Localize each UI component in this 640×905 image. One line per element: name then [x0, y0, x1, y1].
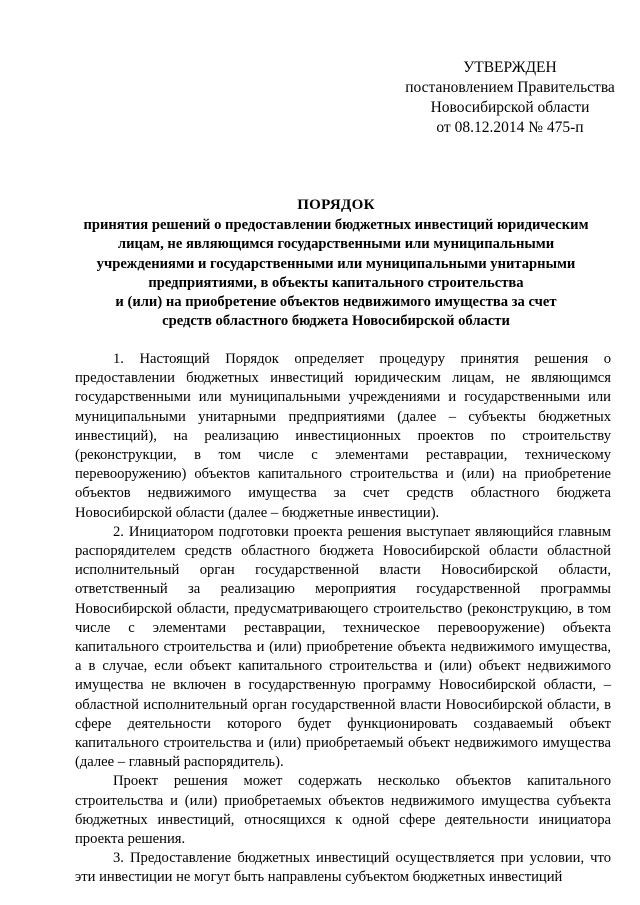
- approval-date-number: от 08.12.2014 № 475-п: [436, 119, 584, 136]
- title-heading: ПОРЯДОК: [297, 197, 375, 213]
- approval-stamp: [395, 58, 625, 138]
- approval-heading: УТВЕРЖДЕН: [463, 59, 557, 76]
- title-line: средств областного бюджета Новосибирской области: [162, 313, 510, 330]
- title-line: принятия решений о предоставлении бюджетных инвестиций юридическим: [83, 217, 589, 234]
- paragraph-2: 2. Инициатором подготовки проекта решения выступает являющийся главным распорядителем средств областного бюджета Новосибирской области областной исполнительный орган государственной власти Новосибирской области, ответственный за реализацию мероприятия государственной программы Новосибирской области, предусматривающего строительство (реконструкцию, в том числе с элементами реставрации, техническое перевооружение) объекта капитального строительства и (или) приобретение объекта недвижимого имущества, а в случае, если объект капитального строительства и (или) объект недвижимого имущества не включен в государственную программу Новосибирской области, – областной исполнительный орган государственной власти Новосибирской области, в сфере деятельности которого будет функционировать создаваемый объект капитального строительства и (или) приобретаемый объект недвижимого имущества (далее – главный распорядитель).: [75, 523, 611, 771]
- approval-resolution: постановлением Правительства: [405, 79, 615, 96]
- title-line: учреждениями и государственными или муниципальными унитарными: [96, 255, 576, 272]
- paragraph-2-continuation: Проект решения может содержать несколько объектов капитального строительства и (или) приобретаемых объектов недвижимого имущества субъекта бюджетных инвестиций, относящихся к одной сфере деятельности инициатора проекта решения.: [75, 773, 611, 848]
- title-line: и (или) на приобретение объектов недвижимого имущества за счет: [115, 294, 557, 311]
- document-title: [66, 196, 606, 331]
- paragraph-3: 3. Предоставление бюджетных инвестиций осуществляется при условии, что эти инвестиции не могут быть направлены субъектом бюджетных инвестиций: [75, 850, 611, 886]
- document-body: [75, 350, 611, 888]
- title-line: предприятиями, в объекты капитального строительства: [148, 274, 524, 291]
- title-line: лицам, не являющимся государственными или муниципальными: [117, 236, 555, 253]
- approval-region: Новосибирской области: [430, 99, 590, 116]
- paragraph-1: 1. Настоящий Порядок определяет процедуру принятия решения о предоставлении бюджетных инвестиций юридическим лицам, не являющимся государственными или муниципальными учреждениями и государственными или муниципальными унитарными предприятиями (далее – субъекты бюджетных инвестиций), на реализацию инвестиционных проектов по строительству (реконструкции, в том числе с элементами реставрации, техническому перевооружению) объектов капитального строительства и (или) на приобретение объектов недвижимого имущества за счет средств областного бюджета Новосибирской области (далее – бюджетные инвестиции).: [75, 351, 611, 521]
